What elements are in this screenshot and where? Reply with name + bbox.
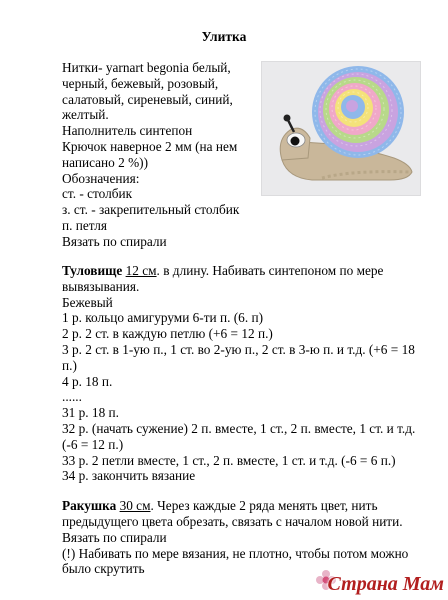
body-row: ...... [62,389,82,405]
page-title: Улитка [201,29,247,44]
materials-line: черный, бежевый, розовый, [62,75,219,91]
shell-heading-line [62,498,422,530]
body-row: 4 р. 18 п. [62,373,113,389]
snail-illustration [262,62,420,195]
filler-line: Наполнитель синтепон [62,123,193,139]
materials-line: салатовый, сиреневый, синий, [62,91,233,107]
body-row: 1 р. кольцо амигуруми 6-ти п. (6. п) [62,310,264,326]
materials-list [62,60,258,250]
materials-line: Нитки- yarnart begonia белый, [62,60,231,75]
body-heading-line [62,263,422,295]
site-watermark [314,570,444,598]
body-color-label: Бежевый [62,294,113,310]
snail-photo [261,61,421,196]
hook-line: Крючок наверное 2 мм (на нем [62,138,238,154]
shell-line: Вязать по спирали [62,529,167,545]
body-row: 3 р. 2 ст. в 1-ую п., 1 ст. во 2-ую п., 2 ст. в 3-ю п. и т.д. (+6 = 18 п.) [62,341,415,373]
shell-heading-rest: . Через каждые 2 ряда менять цвет, нить предыдущего цвета обрезать, связать с началом новой нити. [62,498,403,529]
shell-heading: Ракушка [62,498,117,514]
legend-item: ст. - столбик [62,186,133,202]
body-heading-rest: . в длину. Набивать синтепоном по мере вывязывания. [62,263,384,294]
legend-item: з. ст. - закрепительный столбик [62,202,240,218]
shell-line: (!) Набивать по мере вязания, не плотно, чтобы потом можно было скрутить [62,545,409,577]
hook-line: написано 2 %)) [62,154,149,170]
body-row: 32 р. (начать сужение) 2 п. вместе, 1 ст., 2 п. вместе, 1 ст. и т.д. (-6 = 12 п.) [62,420,416,452]
legend-heading: Обозначения: [62,170,140,186]
body-length: 12 см [125,263,157,278]
body-row: 34 р. закончить вязание [62,468,196,484]
body-row: 33 р. 2 петли вместе, 1 ст., 2 п. вместе, 1 ст. и т.д. (-6 = 6 п.) [62,452,396,468]
body-row: 31 р. 18 п. [62,405,119,421]
body-row: 2 р. 2 ст. в каждую петлю (+6 = 12 п.) [62,326,273,342]
body-heading: Туловище [62,263,123,278]
spiral-note: Вязать по спирали [62,233,167,249]
watermark-text: Страна Мам [327,573,444,595]
materials-line: желтый. [62,107,109,123]
section-gap [62,484,422,498]
body-instructions [62,263,422,577]
shell-length: 30 см [119,498,151,514]
legend-item: п. петля [62,217,108,233]
